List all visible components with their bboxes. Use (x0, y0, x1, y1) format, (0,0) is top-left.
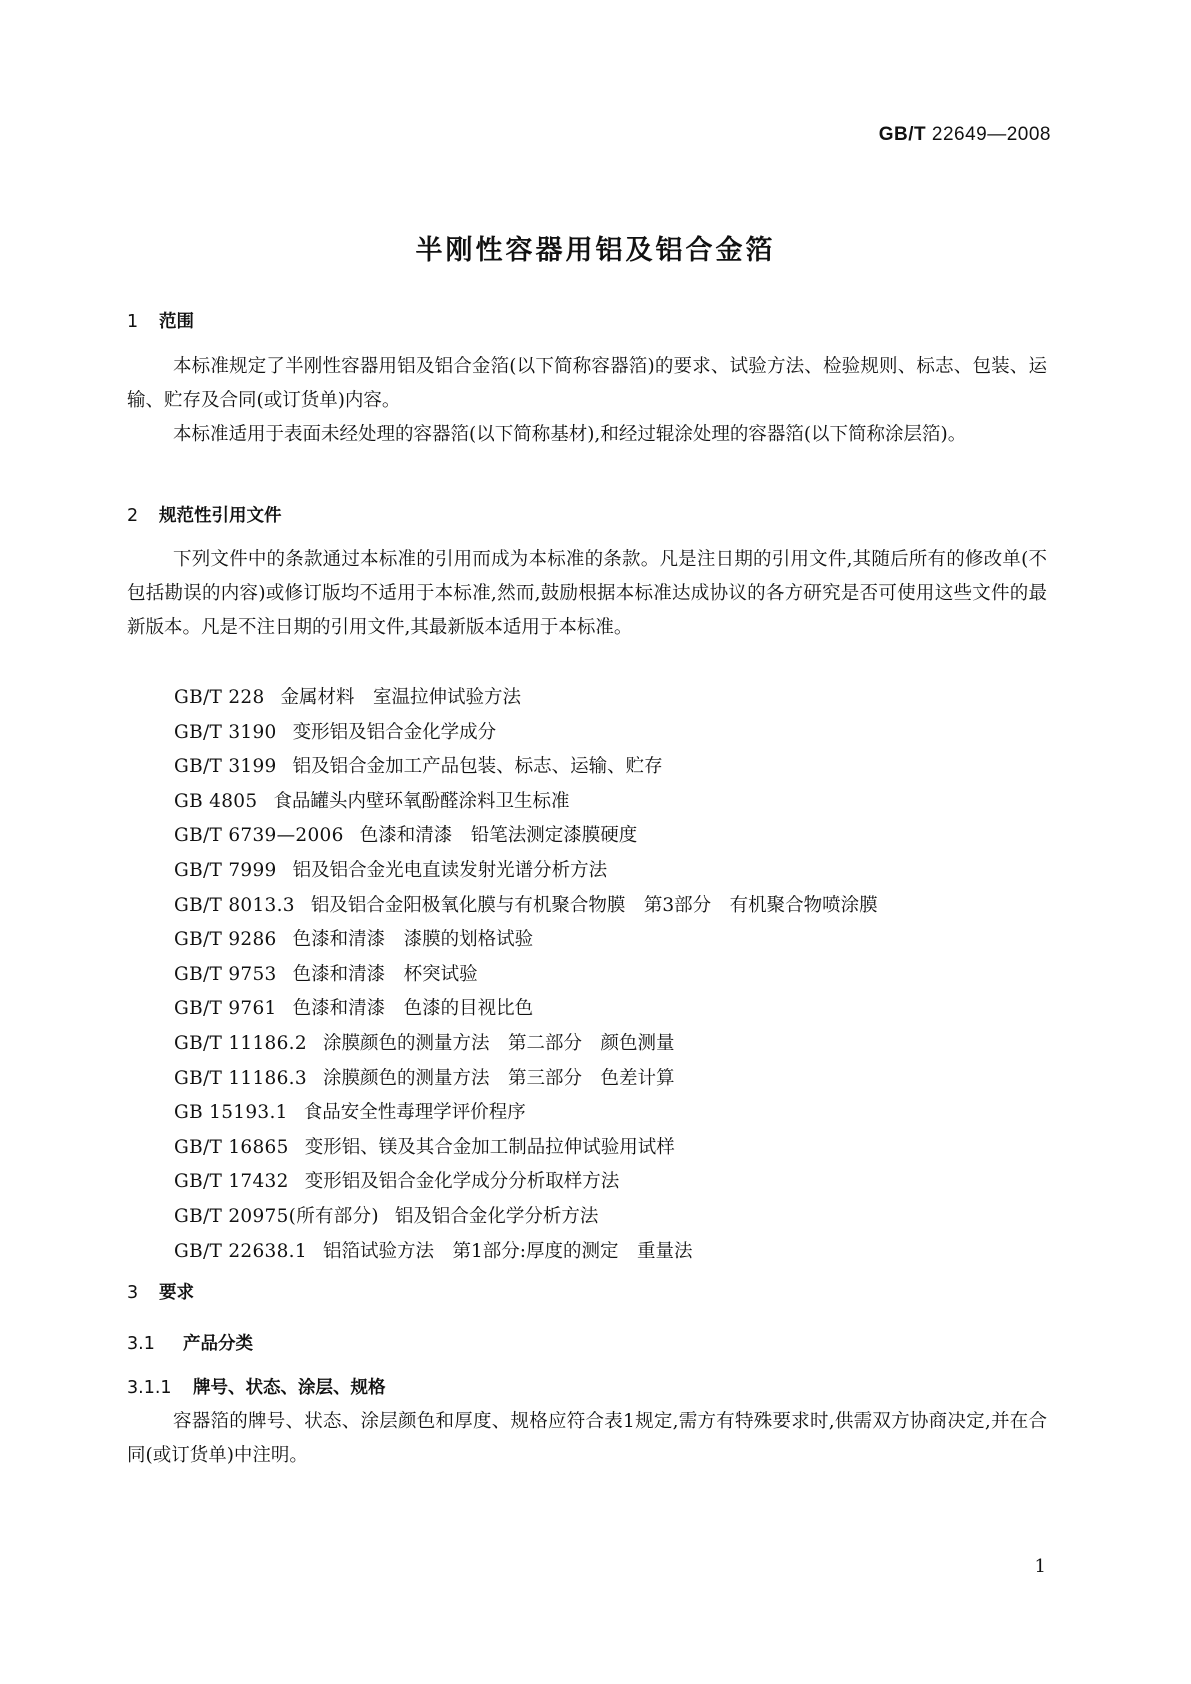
reference-item (174, 889, 878, 924)
reference-code: GB/T 11186.2 (174, 1032, 307, 1054)
reference-code: GB/T 7999 (174, 859, 277, 881)
reference-code: GB/T 17432 (174, 1171, 289, 1193)
reference-code: GB/T 16865 (174, 1136, 289, 1158)
reference-title: 食品安全性毒理学评价程序 (303, 1102, 526, 1124)
section-3-1-1-heading (127, 1374, 386, 1399)
reference-title: 涂膜颜色的测量方法 第二部分 颜色测量 (322, 1032, 675, 1054)
reference-code: GB/T 6739—2006 (174, 825, 344, 847)
reference-title: 色漆和清漆 漆膜的划格试验 (292, 929, 534, 951)
reference-title: 色漆和清漆 杯突试验 (292, 963, 478, 985)
reference-code: GB/T 8013.3 (174, 894, 295, 916)
reference-title: 变形铝及铝合金化学成分分析取样方法 (304, 1171, 620, 1193)
reference-item (174, 1235, 878, 1270)
section-number: 3.1.1 (127, 1378, 172, 1398)
reference-item (174, 785, 878, 820)
section-title: 规范性引用文件 (159, 506, 282, 526)
reference-code: GB 15193.1 (174, 1102, 288, 1124)
reference-item (174, 854, 878, 889)
section-number: 2 (127, 506, 139, 526)
reference-title: 涂膜颜色的测量方法 第三部分 色差计算 (322, 1067, 675, 1089)
reference-item (174, 1200, 878, 1235)
section-3-1-1-paragraph: 容器箔的牌号、状态、涂层颜色和厚度、规格应符合表1规定,需方有特殊要求时,供需双方协商决定,并在合同(或订货单)中注明。 (127, 1411, 1047, 1466)
section-2-intro: 下列文件中的条款通过本标准的引用而成为本标准的条款。凡是注日期的引用文件,其随后所有的修改单(不包括勘误的内容)或修订版均不适用于本标准,然而,鼓励根据本标准达成协议的各方研究是否可使用这些文件的最新版本。凡是不注日期的引用文件,其最新版本适用于本标准。 (127, 549, 1047, 638)
reference-item (174, 819, 878, 854)
reference-item (174, 992, 878, 1027)
reference-title: 变形铝及铝合金化学成分 (292, 721, 497, 743)
section-number: 3.1 (127, 1334, 155, 1354)
reference-item (174, 1027, 878, 1062)
reference-code: GB/T 11186.3 (174, 1067, 307, 1089)
reference-item (174, 1131, 878, 1166)
reference-item (174, 958, 878, 993)
reference-title: 铝及铝合金阳极氧化膜与有机聚合物膜 第3部分 有机聚合物喷涂膜 (310, 894, 878, 916)
reference-item (174, 1165, 878, 1200)
reference-title: 铝及铝合金加工产品包装、标志、运输、贮存 (292, 756, 663, 778)
standard-year: 22649—2008 (931, 124, 1051, 145)
reference-title: 铝及铝合金化学分析方法 (394, 1205, 599, 1227)
section-3-1-heading (127, 1330, 253, 1355)
reference-item (174, 1062, 878, 1097)
section-title: 产品分类 (183, 1334, 253, 1354)
page-number: 1 (1034, 1556, 1046, 1577)
section-title: 范围 (159, 312, 194, 332)
section-1-paragraph-2: 本标准适用于表面未经处理的容器箔(以下简称基材),和经过辊涂处理的容器箔(以下简称涂层箔)。 (173, 424, 967, 445)
reference-item (174, 681, 878, 716)
section-number: 3 (127, 1283, 139, 1303)
reference-code: GB 4805 (174, 790, 258, 812)
reference-item (174, 750, 878, 785)
reference-item (174, 1096, 878, 1131)
standard-code: GB/T (878, 124, 927, 145)
normative-references-list (174, 681, 878, 1269)
reference-title: 色漆和清漆 色漆的目视比色 (292, 998, 534, 1020)
section-2-heading (127, 502, 282, 527)
reference-title: 铝及铝合金光电直读发射光谱分析方法 (292, 859, 608, 881)
reference-title: 金属材料 室温拉伸试验方法 (280, 687, 522, 708)
reference-code: GB/T 228 (174, 687, 265, 708)
reference-code: GB/T 9753 (174, 963, 277, 985)
section-number: 1 (127, 312, 139, 332)
section-title: 牌号、状态、涂层、规格 (193, 1378, 386, 1398)
reference-code: GB/T 3190 (174, 721, 277, 743)
reference-title: 变形铝、镁及其合金加工制品拉伸试验用试样 (304, 1136, 675, 1158)
section-3-heading (127, 1279, 194, 1304)
reference-code: GB/T 9761 (174, 998, 277, 1020)
reference-code: GB/T 22638.1 (174, 1240, 307, 1262)
reference-item (174, 923, 878, 958)
section-1-heading (127, 308, 194, 333)
section-title: 要求 (159, 1283, 194, 1303)
reference-code: GB/T 3199 (174, 756, 277, 778)
reference-title: 色漆和清漆 铅笔法测定漆膜硬度 (359, 825, 638, 847)
section-1-paragraph-1: 本标准规定了半刚性容器用铝及铝合金箔(以下简称容器箔)的要求、试验方法、检验规则、标志、包装、运输、贮存及合同(或订货单)内容。 (127, 356, 1047, 411)
reference-item (174, 716, 878, 751)
standard-number (879, 124, 1051, 146)
document-title: 半刚性容器用铝及铝合金箔 (415, 235, 776, 266)
reference-code: GB/T 20975(所有部分) (174, 1205, 379, 1227)
reference-code: GB/T 9286 (174, 929, 277, 951)
reference-title: 铝箔试验方法 第1部分:厚度的测定 重量法 (322, 1240, 693, 1262)
reference-title: 食品罐头内壁环氧酚醛涂料卫生标准 (273, 790, 570, 812)
